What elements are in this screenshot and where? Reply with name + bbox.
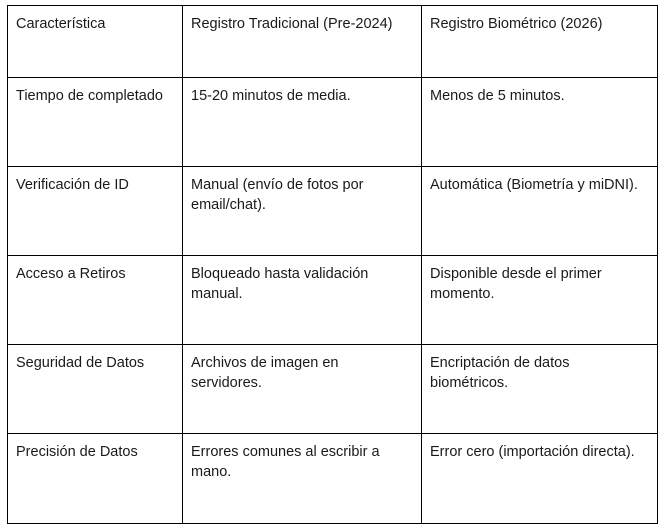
row-biometric-cell: Error cero (importación directa). [422, 434, 658, 524]
table-row [8, 78, 658, 167]
table-row [8, 345, 658, 434]
row-biometric-cell: Disponible desde el primer momento. [422, 256, 658, 345]
table-row [8, 256, 658, 345]
row-feature-cell: Seguridad de Datos [8, 345, 183, 434]
comparison-table [7, 5, 658, 524]
row-biometric-cell: Encriptación de datos biométricos. [422, 345, 658, 434]
table-row [8, 167, 658, 256]
row-traditional-cell: Bloqueado hasta validación manual. [183, 256, 422, 345]
row-biometric-cell: Automática (Biometría y miDNI). [422, 167, 658, 256]
header-cell-feature: Característica [8, 6, 183, 78]
row-traditional-cell: Manual (envío de fotos por email/chat). [183, 167, 422, 256]
row-biometric-cell: Menos de 5 minutos. [422, 78, 658, 167]
row-feature-cell: Tiempo de completado [8, 78, 183, 167]
row-feature-cell: Precisión de Datos [8, 434, 183, 524]
row-traditional-cell: 15-20 minutos de media. [183, 78, 422, 167]
row-feature-cell: Verificación de ID [8, 167, 183, 256]
row-feature-cell: Acceso a Retiros [8, 256, 183, 345]
table-row [8, 434, 658, 524]
row-traditional-cell: Archivos de imagen en servidores. [183, 345, 422, 434]
header-cell-biometric: Registro Biométrico (2026) [422, 6, 658, 78]
table-header-row [8, 6, 658, 78]
header-cell-traditional: Registro Tradicional (Pre-2024) [183, 6, 422, 78]
row-traditional-cell: Errores comunes al escribir a mano. [183, 434, 422, 524]
